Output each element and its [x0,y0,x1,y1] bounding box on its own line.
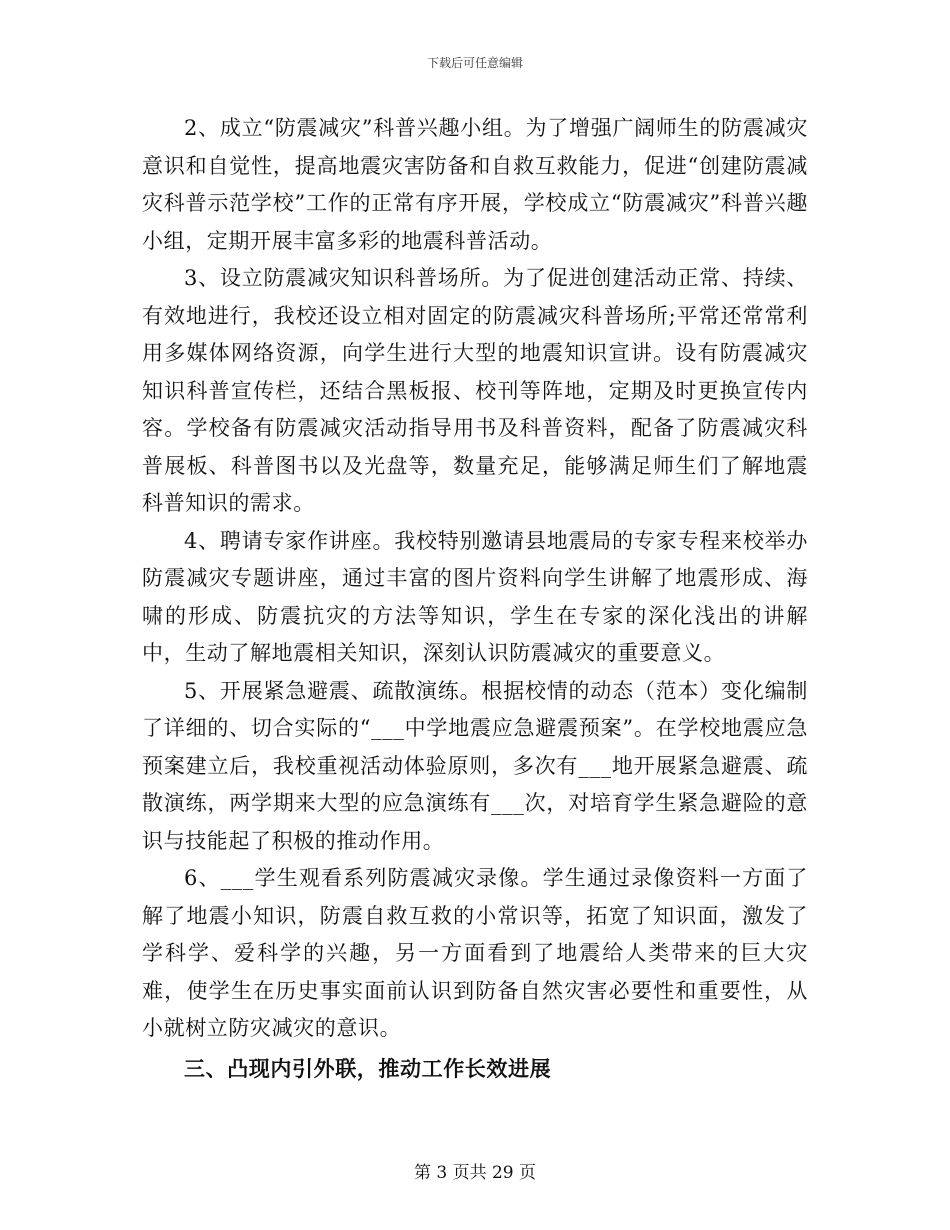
page-number-footer: 第 3 页共 29 页 [413,1163,537,1183]
page-header: 下载后可任意编辑 [426,56,523,70]
paragraph-item-3: 3、设立防震减灾知识科普场所。为了促进创建活动正常、持续、有效地进行，我校还设立相对固定的防震减灾科普场所;平常还常常利用多媒体网络资源，向学生进行大型的地震知识宣讲。设有防震减灾知识科普宣传栏，还结合黑板报、校刊等阵地，定期及时更换宣传内容。学校备有防震减灾活动指导用书及科普资料，配备了防震减灾科普展板、科普图书以及光盘等，数量充足，能够满足师生们了解地震科普知识的需求。 [142,266,808,515]
paragraph-item-6: 6、___学生观看系列防震减灾录像。学生通过录像资料一方面了解了地震小知识，防震自救互救的小常识等，拓宽了知识面，激发了学科学、爱科学的兴趣，另一方面看到了地震给人类带来的巨大灾难，使学生在历史事实面前认识到防备自然灾害必要性和重要性，从小就树立防灾减灾的意识。 [142,866,808,1040]
paragraph-item-5: 5、开展紧急避震、疏散演练。根据校情的动态（范本）变化编制了详细的、切合实际的“___中学地震应急避震预案”。在学校地震应急预案建立后，我校重视活动体验原则，多次有___地开展紧急避震、疏散演练，两学期来大型的应急演练有___次，对培育学生紧急避险的意识与技能起了积极的推动作用。 [142,678,808,853]
paragraph-item-2: 2、成立“防震减灾”科普兴趣小组。为了增强广阔师生的防震减灾意识和自觉性，提高地震灾害防备和自救互救能力，促进“创建防震减灾科普示范学校”工作的正常有序开展，学校成立“防震减灾”科普兴趣小组，定期开展丰富多彩的地震科普活动。 [142,116,808,253]
document-body [142,110,808,1088]
section-heading: 三、凸现内引外联，推动工作长效进展 [184,1056,552,1081]
paragraph-item-4: 4、聘请专家作讲座。我校特别邀请县地震局的专家专程来校举办防震减灾专题讲座，通过丰富的图片资料向学生讲解了地震形成、海啸的形成、防震抗灾的方法等知识，学生在专家的深化浅出的讲解中，生动了解地震相关知识，深刻认识防震减灾的重要意义。 [142,528,808,665]
